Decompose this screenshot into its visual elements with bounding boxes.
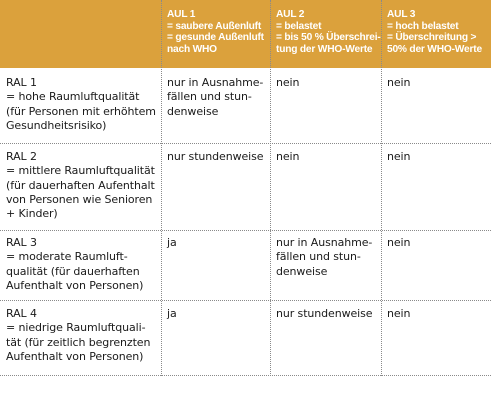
column-divider — [381, 0, 382, 376]
cell-ral1-aul1: nur in Ausnahme- fällen und stun- denweise — [167, 76, 264, 118]
cell-ral2-aul3: nein — [387, 150, 411, 163]
row-divider — [0, 300, 491, 301]
table-header-row — [0, 0, 491, 68]
row-divider — [0, 230, 491, 231]
row-label-ral1: RAL 1 = hohe Raumluftqualität (für Personen mit erhöhtem Gesundheitsrisiko) — [6, 76, 156, 132]
cell-ral4-aul3: nein — [387, 307, 411, 320]
cell-ral4-aul1: ja — [167, 307, 177, 320]
header-aul2: AUL 2 = belastet = bis 50 % Überschrei- tung der WHO-Werte — [276, 9, 381, 55]
row-label-ral4: RAL 4 = niedrige Raumluftquali- tät (für zeitlich begrenzten Aufenthalt von Personen) — [6, 307, 151, 363]
header-aul3: AUL 3 = hoch belastet = Überschreitung > 50% der WHO-Werte — [387, 9, 482, 55]
row-divider — [0, 375, 491, 376]
row-label-ral2: RAL 2 = mittlere Raumluftqualität (für dauerhaften Aufenthalt von Personen wie Senioren + Kinder) — [6, 150, 155, 221]
cell-ral3-aul1: ja — [167, 236, 177, 249]
header-empty-cell — [0, 0, 161, 68]
cell-ral3-aul2: nur in Ausnahme- fällen und stun- denweise — [276, 236, 373, 278]
cell-ral1-aul2: nein — [276, 76, 300, 89]
column-divider — [270, 0, 271, 376]
row-divider — [0, 143, 491, 144]
header-aul1: AUL 1 = saubere Außenluft = gesunde Außenluft nach WHO — [167, 9, 264, 55]
cell-ral3-aul3: nein — [387, 236, 411, 249]
row-label-ral3: RAL 3 = moderate Raumluft- qualität (für dauerhaften Aufenthalt von Personen) — [6, 236, 144, 292]
cell-ral4-aul2: nur stundenweise — [276, 307, 373, 320]
cell-ral2-aul1: nur stundenweise — [167, 150, 264, 163]
cell-ral2-aul2: nein — [276, 150, 300, 163]
cell-ral1-aul3: nein — [387, 76, 411, 89]
column-divider — [161, 0, 162, 376]
